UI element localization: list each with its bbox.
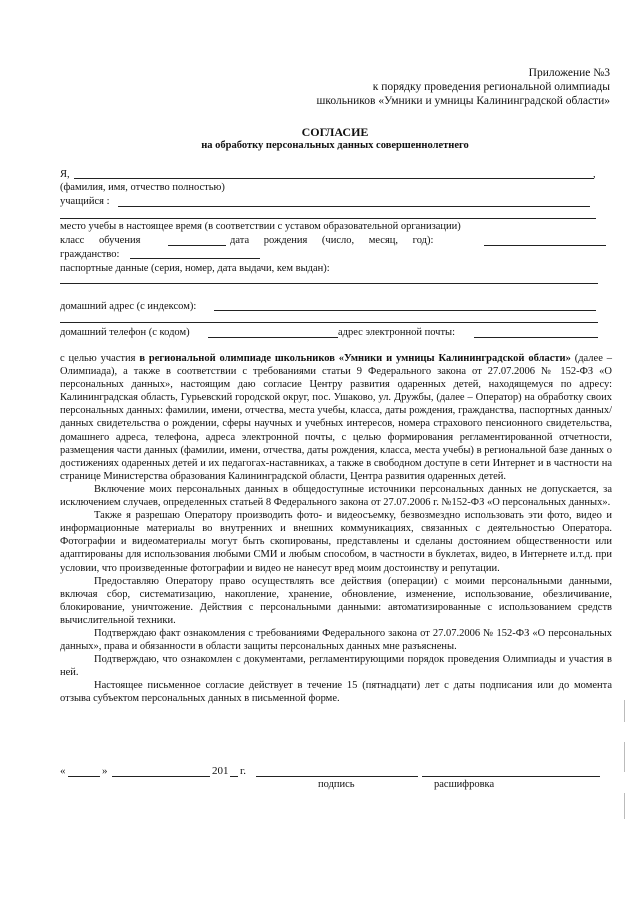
appendix-line-3: школьников «Умники и умницы Калининградской области» bbox=[316, 95, 610, 107]
paragraph-regulations-ack: Подтверждаю, что ознакомлен с документами, регламентирующими порядок проведения Олимпиады и участия в ней. bbox=[60, 654, 612, 679]
consent-body bbox=[60, 352, 612, 706]
address-input-line[interactable] bbox=[214, 310, 596, 311]
signature-caption: подпись bbox=[318, 779, 355, 790]
decode-caption: расшифровка bbox=[434, 779, 495, 790]
email-label: адрес электронной почты: bbox=[338, 327, 456, 338]
fio-comma: , bbox=[593, 169, 596, 180]
olympiad-name: в региональной олимпиаде школьников «Умники и умницы Калининградской области» bbox=[139, 353, 571, 364]
student-label: учащийся : bbox=[60, 196, 110, 207]
fio-input-line[interactable] bbox=[74, 178, 594, 179]
appendix-header bbox=[270, 66, 610, 108]
address-extra-line[interactable] bbox=[60, 322, 598, 323]
date-month-line[interactable] bbox=[112, 776, 210, 777]
scan-edge-mark bbox=[624, 742, 625, 772]
paragraph-purpose bbox=[60, 352, 612, 483]
name-decode-line[interactable] bbox=[422, 776, 600, 777]
phone-label: домашний телефон (с кодом) bbox=[60, 327, 190, 338]
fio-hint: (фамилия, имя, отчество полностью) bbox=[60, 182, 225, 193]
date-quote-open: « bbox=[60, 765, 66, 777]
student-extra-line[interactable] bbox=[60, 218, 596, 219]
dob-label: дата рождения (число, месяц, год): bbox=[230, 235, 434, 246]
appendix-line-2: к порядку проведения региональной олимпиады bbox=[372, 81, 610, 93]
class-label: класс обучения bbox=[60, 235, 141, 246]
paragraph-validity: Настоящее письменное согласие действует в течение 15 (пятнадцати) лет с даты подписания или до момента отзыва субъектом персональных данных в письменной форме. bbox=[60, 680, 612, 705]
purpose-intro: с целью участия bbox=[60, 353, 140, 364]
phone-input-line[interactable] bbox=[208, 337, 338, 338]
signature-line[interactable] bbox=[256, 776, 418, 777]
date-year-suffix: г. bbox=[240, 765, 247, 777]
date-year: 201 bbox=[212, 765, 229, 777]
date-year-line[interactable] bbox=[230, 776, 238, 777]
citizenship-input-line[interactable] bbox=[130, 258, 260, 259]
document-title: СОГЛАСИЕ bbox=[301, 125, 369, 139]
address-label: домашний адрес (с индексом): bbox=[60, 301, 197, 312]
email-input-line[interactable] bbox=[474, 337, 598, 338]
date-day-line[interactable] bbox=[68, 776, 100, 777]
passport-input-line[interactable] bbox=[60, 283, 598, 284]
passport-label: паспортные данные (серия, номер, дата выдачи, кем выдан): bbox=[60, 263, 330, 274]
fio-label: Я, bbox=[60, 169, 70, 180]
purpose-details: (далее – Олимпиада), а также в соответствии с требованиями статьи 9 Федерального закона от 27.07.2006 № 152-ФЗ «О персональных данных», настоящим даю согласие Центру развития одаренных детей, находящемуся по адресу: Калининградская область, Гурьевский городской округ, пос. Ушаково, ул. Дружбы, (далее – Оператор) на обработку своих персональных данных: фамилии, имени, отчества, места учебы, класса, даты рождения, гражданства, паспортных данных/данных свидетельства о рождении, сферы научных и учебных интересов, номера страхового пенсионного свидетельства, домашнего адреса, телефона, адреса электронной почты, с целью формирования регламентированной отчетности, размещения части данных (фамилии, имени, отчества, даты рождения, класса, места учебы) в региональной базе данных о достижениях одаренных детей и их педагогах-наставниках, а также в свободном доступе в сети Интернет и в частности на странице Министерства образования Калининградской области, Центра развития одаренных детей. bbox=[60, 353, 612, 482]
appendix-number: Приложение №3 bbox=[528, 67, 610, 79]
student-input-line[interactable] bbox=[118, 206, 590, 207]
fio-row bbox=[60, 168, 610, 181]
dob-input-line[interactable] bbox=[484, 245, 606, 246]
scan-edge-mark bbox=[624, 793, 625, 819]
paragraph-law-ack: Подтверждаю факт ознакомления с требованиями Федерального закона от 27.07.2006 № 152-ФЗ «О персональных данных», права и обязанности в области защиты персональных данных мне разъяснены. bbox=[60, 627, 612, 653]
paragraph-operations: Предоставляю Оператору право осуществлять все действия (операции) с моими персональными данными, включая сбор, систематизацию, накопление, хранение, обновление, изменение, использование, обезличивание, блокирование, уничтожение. Действия с персональными данными: автоматизированные с использованием средств вычислительной техники. bbox=[60, 575, 612, 626]
school-label: место учебы в настоящее время (в соответствии с уставом образовательной организации) bbox=[60, 221, 461, 232]
document-subtitle: на обработку персональных данных совершеннолетнего bbox=[201, 140, 469, 151]
paragraph-public-sources: Включение моих персональных данных в общедоступные источники персональных данных не допускается, за исключением случаев, определенных статьей 8 Федерального закона от 27.07.2006 г. №152-ФЗ «О персональных данных». bbox=[60, 483, 612, 509]
class-input-line[interactable] bbox=[168, 245, 226, 246]
citizenship-label: гражданство: bbox=[60, 249, 120, 260]
scan-edge-mark bbox=[624, 700, 625, 722]
paragraph-photo-video: Также я разрешаю Оператору производить фото- и видеосъемку, безвозмездно использовать эти фото, видео и информационные материалы во внутренних и внешних коммуникациях, связанных с деятельностью Оператора. Фотографии и видеоматериалы могут быть скопированы, представлены и сделаны достоянием общественности или адаптированы для использования любыми СМИ и любым способом, в частности в буклетах, видео, в Интернете и.т.д. при условии, что произведенные фотографии и видео не нанесут вред моим достоинству и репутации. bbox=[60, 510, 612, 574]
date-quote-close: » bbox=[102, 765, 108, 777]
